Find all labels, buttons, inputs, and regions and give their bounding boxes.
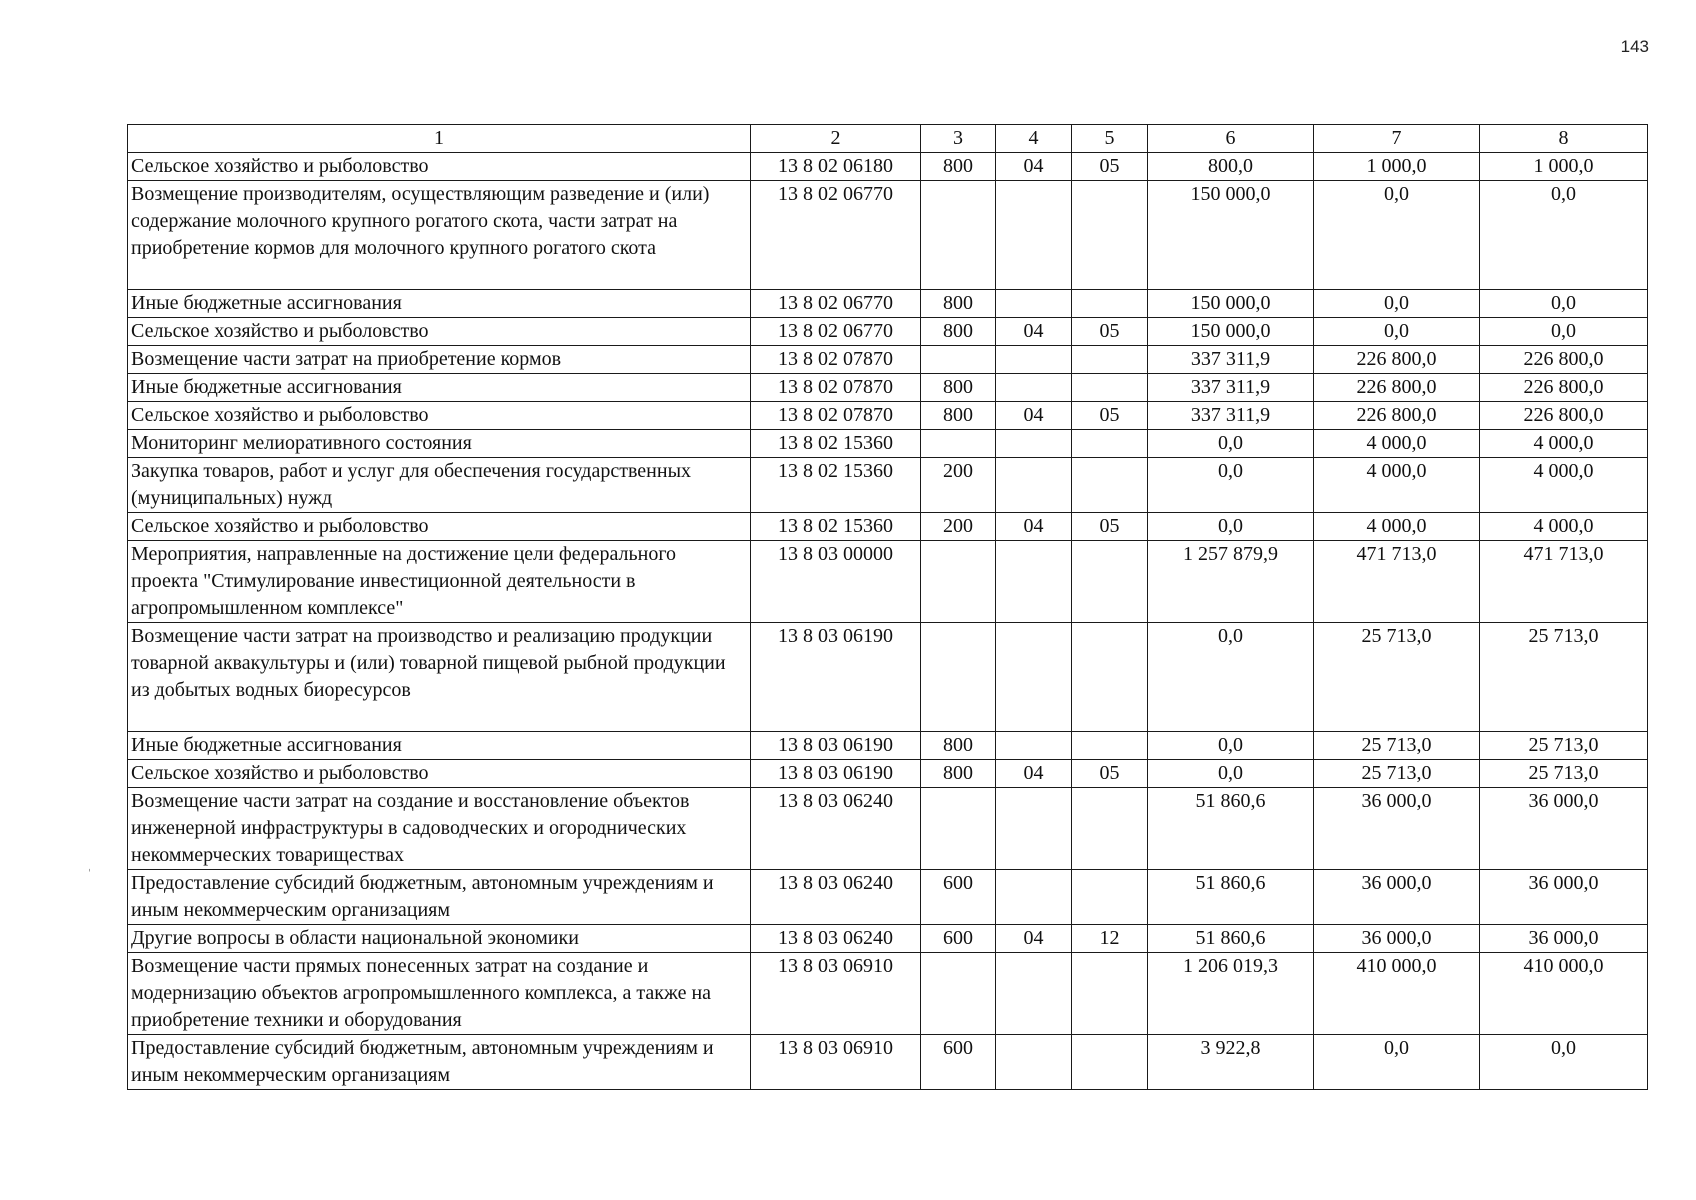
subsection-cell xyxy=(1072,1035,1148,1090)
amount-col8-cell: 36 000,0 xyxy=(1480,788,1648,870)
target-article-cell: 13 8 03 06910 xyxy=(751,1035,921,1090)
row-name-cell: Возмещение части прямых понесенных затрат на создание и модернизацию объектов агропромышленного комплекса, а также на приобретение техники и оборудования xyxy=(128,953,751,1035)
section-cell xyxy=(996,870,1072,925)
expense-type-cell xyxy=(921,788,996,870)
scan-mark: ˌ xyxy=(88,862,91,873)
expense-type-cell: 800 xyxy=(921,153,996,181)
expense-type-cell: 800 xyxy=(921,374,996,402)
section-cell xyxy=(996,374,1072,402)
row-name-cell: Предоставление субсидий бюджетным, автономным учреждениям и иным некоммерческим организациям xyxy=(128,1035,751,1090)
subsection-cell xyxy=(1072,732,1148,760)
amount-col6-cell: 0,0 xyxy=(1148,430,1314,458)
row-name-cell: Сельское хозяйство и рыболовство xyxy=(128,153,751,181)
col-header-4: 4 xyxy=(996,125,1072,153)
table-row xyxy=(128,318,1648,346)
section-cell xyxy=(996,181,1072,290)
expense-type-cell xyxy=(921,623,996,732)
amount-col6-cell: 0,0 xyxy=(1148,623,1314,732)
amount-col6-cell: 1 257 879,9 xyxy=(1148,541,1314,623)
amount-col6-cell: 51 860,6 xyxy=(1148,788,1314,870)
amount-col8-cell: 0,0 xyxy=(1480,181,1648,290)
expense-type-cell xyxy=(921,541,996,623)
amount-col7-cell: 0,0 xyxy=(1314,318,1480,346)
section-cell xyxy=(996,623,1072,732)
table-row xyxy=(128,153,1648,181)
row-name-cell: Иные бюджетные ассигнования xyxy=(128,374,751,402)
subsection-cell xyxy=(1072,181,1148,290)
amount-col7-cell: 25 713,0 xyxy=(1314,623,1480,732)
amount-col6-cell: 337 311,9 xyxy=(1148,346,1314,374)
row-name-cell: Возмещение части затрат на создание и восстановление объектов инженерной инфраструктуры в садоводческих и огороднических некоммерческих товариществах xyxy=(128,788,751,870)
target-article-cell: 13 8 02 06770 xyxy=(751,181,921,290)
section-cell: 04 xyxy=(996,318,1072,346)
amount-col7-cell: 410 000,0 xyxy=(1314,953,1480,1035)
section-cell xyxy=(996,430,1072,458)
subsection-cell xyxy=(1072,346,1148,374)
table-row xyxy=(128,402,1648,430)
col-header-5: 5 xyxy=(1072,125,1148,153)
target-article-cell: 13 8 03 06910 xyxy=(751,953,921,1035)
table-row xyxy=(128,181,1648,290)
amount-col6-cell: 51 860,6 xyxy=(1148,870,1314,925)
amount-col7-cell: 0,0 xyxy=(1314,290,1480,318)
amount-col8-cell: 25 713,0 xyxy=(1480,760,1648,788)
amount-col7-cell: 25 713,0 xyxy=(1314,760,1480,788)
row-name-cell: Сельское хозяйство и рыболовство xyxy=(128,402,751,430)
expense-type-cell xyxy=(921,430,996,458)
target-article-cell: 13 8 02 15360 xyxy=(751,458,921,513)
subsection-cell xyxy=(1072,290,1148,318)
amount-col7-cell: 0,0 xyxy=(1314,181,1480,290)
col-header-3: 3 xyxy=(921,125,996,153)
section-cell xyxy=(996,788,1072,870)
target-article-cell: 13 8 03 06190 xyxy=(751,623,921,732)
row-name-cell: Возмещение производителям, осуществляющим разведение и (или) содержание молочного крупного рогатого скота, части затрат на приобретение кормов для молочного крупного рогатого скота xyxy=(128,181,751,290)
target-article-cell: 13 8 02 15360 xyxy=(751,513,921,541)
section-cell xyxy=(996,732,1072,760)
subsection-cell: 05 xyxy=(1072,318,1148,346)
amount-col7-cell: 36 000,0 xyxy=(1314,925,1480,953)
section-cell xyxy=(996,953,1072,1035)
amount-col8-cell: 226 800,0 xyxy=(1480,402,1648,430)
amount-col6-cell: 150 000,0 xyxy=(1148,290,1314,318)
row-name-cell: Мониторинг мелиоративного состояния xyxy=(128,430,751,458)
amount-col6-cell: 337 311,9 xyxy=(1148,402,1314,430)
table-row xyxy=(128,953,1648,1035)
target-article-cell: 13 8 02 06770 xyxy=(751,290,921,318)
amount-col8-cell: 410 000,0 xyxy=(1480,953,1648,1035)
expense-type-cell: 800 xyxy=(921,290,996,318)
header-row xyxy=(128,125,1648,153)
col-header-7: 7 xyxy=(1314,125,1480,153)
amount-col7-cell: 226 800,0 xyxy=(1314,374,1480,402)
subsection-cell: 05 xyxy=(1072,513,1148,541)
amount-col7-cell: 1 000,0 xyxy=(1314,153,1480,181)
amount-col6-cell: 51 860,6 xyxy=(1148,925,1314,953)
subsection-cell xyxy=(1072,374,1148,402)
row-name-cell: Закупка товаров, работ и услуг для обеспечения государственных (муниципальных) нужд xyxy=(128,458,751,513)
amount-col6-cell: 150 000,0 xyxy=(1148,318,1314,346)
table-row xyxy=(128,788,1648,870)
amount-col7-cell: 25 713,0 xyxy=(1314,732,1480,760)
expense-type-cell: 600 xyxy=(921,1035,996,1090)
amount-col7-cell: 4 000,0 xyxy=(1314,458,1480,513)
amount-col7-cell: 36 000,0 xyxy=(1314,788,1480,870)
amount-col8-cell: 0,0 xyxy=(1480,290,1648,318)
amount-col8-cell: 226 800,0 xyxy=(1480,346,1648,374)
budget-table xyxy=(127,124,1648,1090)
amount-col7-cell: 471 713,0 xyxy=(1314,541,1480,623)
section-cell xyxy=(996,346,1072,374)
amount-col8-cell: 1 000,0 xyxy=(1480,153,1648,181)
amount-col8-cell: 25 713,0 xyxy=(1480,623,1648,732)
target-article-cell: 13 8 02 07870 xyxy=(751,374,921,402)
table-row xyxy=(128,346,1648,374)
row-name-cell: Другие вопросы в области национальной экономики xyxy=(128,925,751,953)
table-row xyxy=(128,760,1648,788)
row-name-cell: Возмещение части затрат на приобретение кормов xyxy=(128,346,751,374)
target-article-cell: 13 8 02 15360 xyxy=(751,430,921,458)
section-cell: 04 xyxy=(996,760,1072,788)
col-header-2: 2 xyxy=(751,125,921,153)
expense-type-cell: 600 xyxy=(921,870,996,925)
table-row xyxy=(128,870,1648,925)
target-article-cell: 13 8 03 00000 xyxy=(751,541,921,623)
row-name-cell: Иные бюджетные ассигнования xyxy=(128,290,751,318)
amount-col6-cell: 0,0 xyxy=(1148,760,1314,788)
row-name-cell: Сельское хозяйство и рыболовство xyxy=(128,513,751,541)
amount-col7-cell: 0,0 xyxy=(1314,1035,1480,1090)
row-name-cell: Возмещение части затрат на производство и реализацию продукции товарной аквакультуры и (или) товарной пищевой рыбной продукции из добытых водных биоресурсов xyxy=(128,623,751,732)
amount-col6-cell: 0,0 xyxy=(1148,732,1314,760)
target-article-cell: 13 8 02 07870 xyxy=(751,346,921,374)
table-row xyxy=(128,1035,1648,1090)
amount-col8-cell: 0,0 xyxy=(1480,318,1648,346)
table-row xyxy=(128,458,1648,513)
amount-col6-cell: 0,0 xyxy=(1148,513,1314,541)
table-row xyxy=(128,290,1648,318)
amount-col6-cell: 1 206 019,3 xyxy=(1148,953,1314,1035)
amount-col8-cell: 36 000,0 xyxy=(1480,925,1648,953)
subsection-cell xyxy=(1072,458,1148,513)
table-row xyxy=(128,513,1648,541)
table-row xyxy=(128,430,1648,458)
target-article-cell: 13 8 02 07870 xyxy=(751,402,921,430)
amount-col6-cell: 3 922,8 xyxy=(1148,1035,1314,1090)
amount-col8-cell: 25 713,0 xyxy=(1480,732,1648,760)
target-article-cell: 13 8 03 06240 xyxy=(751,788,921,870)
target-article-cell: 13 8 03 06190 xyxy=(751,732,921,760)
amount-col7-cell: 36 000,0 xyxy=(1314,870,1480,925)
expense-type-cell xyxy=(921,181,996,290)
target-article-cell: 13 8 02 06770 xyxy=(751,318,921,346)
col-header-8: 8 xyxy=(1480,125,1648,153)
subsection-cell: 05 xyxy=(1072,402,1148,430)
row-name-cell: Иные бюджетные ассигнования xyxy=(128,732,751,760)
subsection-cell: 12 xyxy=(1072,925,1148,953)
expense-type-cell xyxy=(921,953,996,1035)
table-row xyxy=(128,374,1648,402)
table-row xyxy=(128,732,1648,760)
amount-col7-cell: 4 000,0 xyxy=(1314,513,1480,541)
expense-type-cell: 800 xyxy=(921,732,996,760)
subsection-cell xyxy=(1072,870,1148,925)
amount-col7-cell: 226 800,0 xyxy=(1314,402,1480,430)
subsection-cell xyxy=(1072,541,1148,623)
section-cell: 04 xyxy=(996,513,1072,541)
amount-col6-cell: 0,0 xyxy=(1148,458,1314,513)
amount-col6-cell: 150 000,0 xyxy=(1148,181,1314,290)
col-header-6: 6 xyxy=(1148,125,1314,153)
target-article-cell: 13 8 03 06240 xyxy=(751,870,921,925)
table-row xyxy=(128,925,1648,953)
table-row xyxy=(128,623,1648,732)
expense-type-cell: 800 xyxy=(921,760,996,788)
subsection-cell xyxy=(1072,623,1148,732)
row-name-cell: Сельское хозяйство и рыболовство xyxy=(128,318,751,346)
target-article-cell: 13 8 03 06190 xyxy=(751,760,921,788)
expense-type-cell: 200 xyxy=(921,458,996,513)
amount-col8-cell: 226 800,0 xyxy=(1480,374,1648,402)
row-name-cell: Предоставление субсидий бюджетным, автономным учреждениям и иным некоммерческим организациям xyxy=(128,870,751,925)
section-cell xyxy=(996,541,1072,623)
section-cell xyxy=(996,458,1072,513)
section-cell xyxy=(996,290,1072,318)
target-article-cell: 13 8 03 06240 xyxy=(751,925,921,953)
table-row xyxy=(128,541,1648,623)
page-number: 143 xyxy=(1620,37,1649,56)
subsection-cell xyxy=(1072,953,1148,1035)
section-cell: 04 xyxy=(996,153,1072,181)
expense-type-cell: 600 xyxy=(921,925,996,953)
subsection-cell: 05 xyxy=(1072,153,1148,181)
subsection-cell: 05 xyxy=(1072,760,1148,788)
amount-col8-cell: 36 000,0 xyxy=(1480,870,1648,925)
amount-col8-cell: 471 713,0 xyxy=(1480,541,1648,623)
amount-col6-cell: 337 311,9 xyxy=(1148,374,1314,402)
amount-col8-cell: 4 000,0 xyxy=(1480,430,1648,458)
amount-col7-cell: 4 000,0 xyxy=(1314,430,1480,458)
col-header-1: 1 xyxy=(128,125,751,153)
subsection-cell xyxy=(1072,430,1148,458)
expense-type-cell: 200 xyxy=(921,513,996,541)
amount-col8-cell: 4 000,0 xyxy=(1480,513,1648,541)
subsection-cell xyxy=(1072,788,1148,870)
expense-type-cell xyxy=(921,346,996,374)
target-article-cell: 13 8 02 06180 xyxy=(751,153,921,181)
amount-col6-cell: 800,0 xyxy=(1148,153,1314,181)
amount-col8-cell: 0,0 xyxy=(1480,1035,1648,1090)
section-cell: 04 xyxy=(996,402,1072,430)
row-name-cell: Сельское хозяйство и рыболовство xyxy=(128,760,751,788)
expense-type-cell: 800 xyxy=(921,318,996,346)
amount-col7-cell: 226 800,0 xyxy=(1314,346,1480,374)
table-body xyxy=(128,153,1648,1090)
amount-col8-cell: 4 000,0 xyxy=(1480,458,1648,513)
section-cell: 04 xyxy=(996,925,1072,953)
row-name-cell: Мероприятия, направленные на достижение цели федерального проекта "Стимулирование инвестиционной деятельности в агропромышленном комплексе" xyxy=(128,541,751,623)
section-cell xyxy=(996,1035,1072,1090)
expense-type-cell: 800 xyxy=(921,402,996,430)
